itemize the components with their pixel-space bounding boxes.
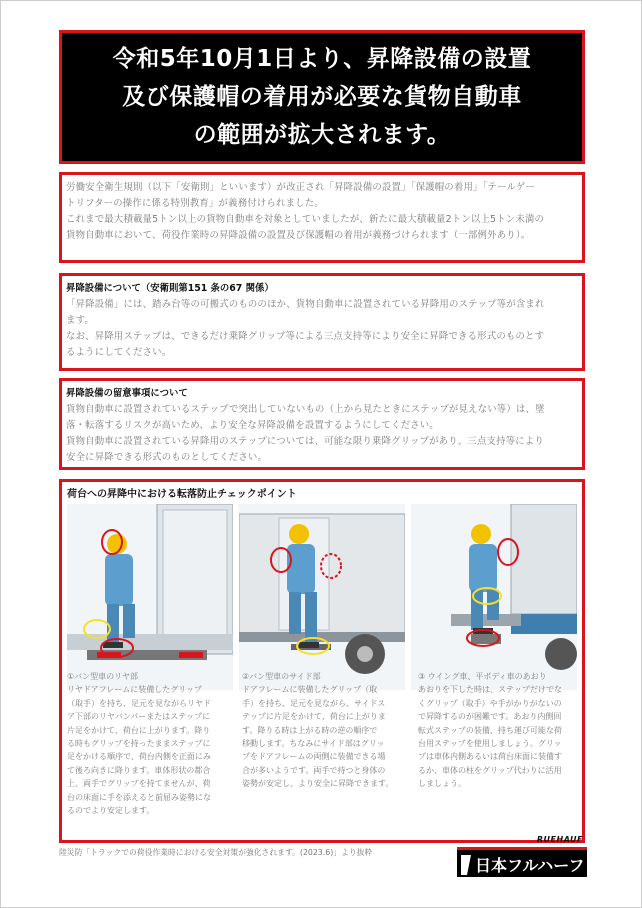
section3-line: 貨物自動車に設置されているステップで突出していないもの（上から見たときにステップが見えない等）は、墜 bbox=[66, 404, 545, 415]
section-precautions bbox=[59, 378, 585, 470]
caption-line: テップに片足をかけて、荷台に上がりま bbox=[242, 712, 386, 722]
title-line-1: 令和5年10月1日より、昇降設備の設置 bbox=[112, 46, 532, 72]
caption-line: くグリップ（取手）や手がかりがないの bbox=[418, 698, 562, 708]
logo-mark-icon bbox=[461, 855, 471, 875]
section-lifting-equipment bbox=[59, 273, 585, 371]
caption-line: 台の床面に手を添えると前屈み姿勢にな bbox=[67, 792, 211, 802]
logo-text: 日本フルハーフ bbox=[475, 856, 585, 875]
section2-heading: 昇降設備について（安衛則第151 条の67 関係） bbox=[66, 283, 274, 294]
caption-line: で昇降するのが困難です。あおり内側回 bbox=[418, 712, 562, 722]
section-checkpoints bbox=[59, 479, 585, 843]
caption-line: リヤドアフレームに装備したグリップ bbox=[67, 685, 202, 695]
caption-line: ア下部のリヤバンパーまたはステップに bbox=[67, 712, 211, 722]
section3-line: 安全に昇降できる形式のものとしてください。 bbox=[66, 452, 268, 463]
section2-line: 「昇降設備」には、踏み台等の可搬式のもののほか、貨物自動車に設置されている昇降用のステップ等が含まれ bbox=[66, 299, 545, 310]
illustration-van-side bbox=[239, 504, 405, 690]
caption-wing-flatbed bbox=[418, 670, 582, 791]
section1-line: 貨物自動車において、荷役作業時の昇降設備の設置及び保護帽の着用が義務づけられます（一部例外あり）。 bbox=[66, 230, 531, 241]
title-line-3: の範囲が拡大されます。 bbox=[193, 122, 451, 148]
caption-line: るのでより安定します。 bbox=[67, 806, 155, 816]
caption-line: ③ ウイング車、平ボディ車のあおり bbox=[418, 672, 547, 681]
section4-heading: 荷台への昇降中における転落防止チェックポイント bbox=[67, 489, 297, 500]
caption-line: 合が多いようです。両手で持つと身体の bbox=[242, 765, 386, 775]
section2-line: るようにしてください。 bbox=[66, 347, 172, 358]
caption-line: プは車体内側あるいは荷台床面に装備す bbox=[418, 752, 562, 762]
caption-line: 片足をかけて、荷台に上がります。降り bbox=[67, 725, 211, 735]
title-banner bbox=[59, 30, 585, 164]
caption-line: あおりを下した時は、ステップだけでな bbox=[418, 685, 562, 695]
section1-line: これまで最大積載量5トン以上の貨物自動車を対象としていましたが、新たに最大積載量2トン以上5トン未満の bbox=[66, 214, 545, 225]
section1-line: トリフターの操作に係る特別教育」が義務付けられました。 bbox=[66, 198, 324, 209]
caption-line: 姿勢が安定し、より安全に昇降できます。 bbox=[242, 779, 394, 789]
caption-line: ②バン型車のサイド部 bbox=[242, 672, 321, 681]
caption-line: しましょう。 bbox=[418, 779, 466, 789]
caption-line: す。降りる時は上がる時の逆の順序で bbox=[242, 725, 378, 735]
illustration-van-rear bbox=[67, 504, 233, 690]
caption-line: 足をかける順序で、荷台内側を正面にみ bbox=[67, 752, 211, 762]
section3-line: 落・転落するリスクが高いため、より安全な昇降設備を設置するようにしてください。 bbox=[66, 420, 439, 431]
title-line-2: 及び保護帽の着用が必要な貨物自動車 bbox=[122, 84, 522, 110]
caption-line: 台用ステップを使用しましょう。グリッ bbox=[418, 739, 562, 749]
caption-line: 移動します。ちなみにサイド部はグリッ bbox=[242, 739, 385, 749]
caption-line: ①バン型車のリヤ部 bbox=[67, 672, 139, 681]
caption-van-side bbox=[242, 670, 406, 791]
section2-line: ます。 bbox=[66, 315, 94, 326]
caption-line: 上、両手でグリップを持てませんが、荷 bbox=[67, 779, 211, 789]
caption-line: プをドアフレームの両側に装備できる場 bbox=[242, 752, 386, 762]
caption-line: るか、車体の柱をグリップ代わりに活用 bbox=[418, 765, 562, 775]
caption-van-rear bbox=[67, 670, 231, 817]
section2-line: なお、昇降用ステップは、できるだけ乗降グリップ等による三点支持等により安全に昇降できる形式のものとす bbox=[66, 331, 545, 342]
section3-heading: 昇降設備の留意事項について bbox=[66, 388, 188, 399]
section-law-revision bbox=[59, 172, 585, 263]
caption-line: 手）を持ち、足元を見ながら、サイドス bbox=[242, 698, 386, 708]
company-logo bbox=[457, 835, 587, 879]
caption-line: （取手）を持ち、足元を見ながらリヤド bbox=[67, 698, 211, 708]
source-note: 陸災防「トラックでの荷役作業時における安全対策が強化されます。(2023.6)」より抜粋 bbox=[59, 848, 373, 857]
caption-line: 転式ステップの装備、持ち運び可能な荷 bbox=[418, 725, 562, 735]
illustration-wing-flatbed bbox=[411, 504, 577, 690]
caption-line: て後ろ向きに降ります。車体形状の都合 bbox=[67, 765, 211, 775]
caption-line: る時もグリップを持ったままステップに bbox=[67, 739, 211, 749]
logo-bar bbox=[457, 847, 587, 877]
section3-line: 貨物自動車に設置されている昇降用のステップについては、可能な限り乗降グリップがあり、三点支持等により bbox=[66, 436, 545, 447]
section1-line: 労働安全衛生規則（以下「安衛則」といいます）が改正され「昇降設備の設置」「保護帽の着用」「テールゲー bbox=[66, 182, 535, 193]
caption-line: ドアフレームに装備したグリップ（取 bbox=[242, 685, 378, 695]
logo-top-text: RUEHAUF bbox=[536, 835, 583, 844]
